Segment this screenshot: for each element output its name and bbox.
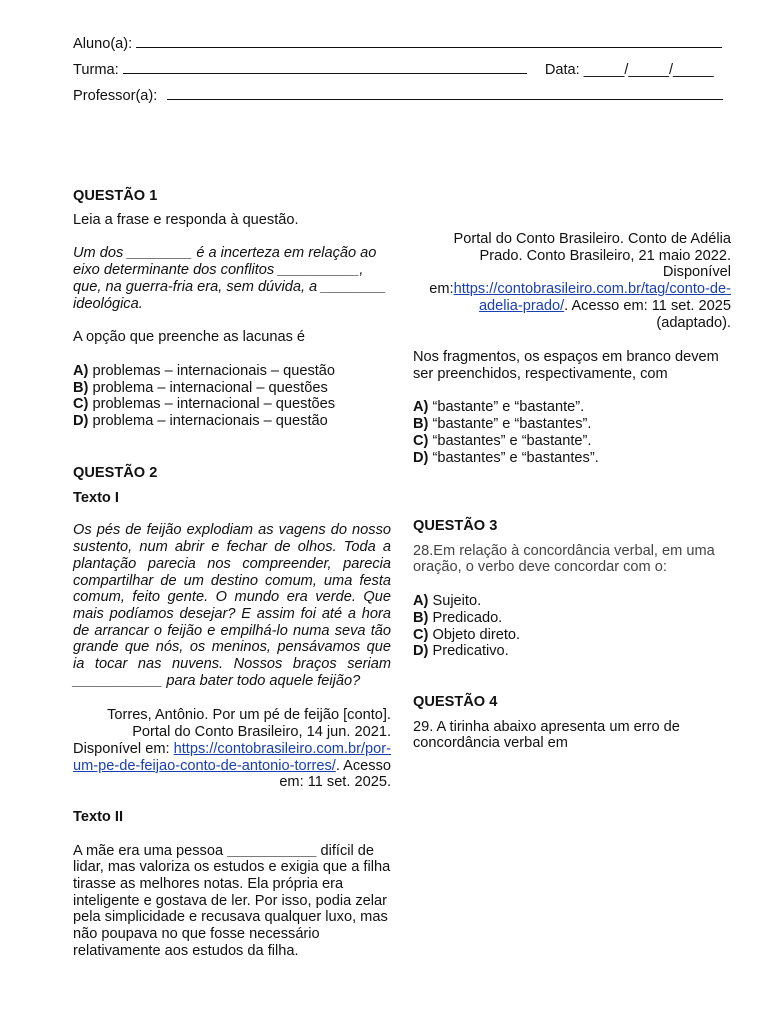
texto-2-title: Texto II bbox=[73, 808, 124, 825]
option-c[interactable]: C) problemas – internacional – questões bbox=[73, 396, 336, 413]
question-1-instruction: Leia a frase e responda à questão. bbox=[73, 211, 299, 228]
texto-2-link[interactable]: https://contobrasileiro.com.br/tag/conto-de-adelia-prado/ bbox=[453, 281, 731, 314]
class-line bbox=[123, 60, 527, 74]
question-4-statement: 29. A tirinha abaixo apresenta um erro de concordância verbal em bbox=[413, 718, 680, 752]
class-field bbox=[73, 60, 714, 79]
student-name-field bbox=[73, 34, 722, 53]
option-c[interactable]: C) Objeto direto. bbox=[413, 626, 521, 643]
texto-1-link[interactable]: https://contobrasileiro.com.br/por-um-pe-de-feijao-conto-de-antonio-torres/ bbox=[73, 740, 391, 774]
option-a[interactable]: A) Sujeito. bbox=[413, 593, 482, 610]
student-label: Aluno(a): bbox=[73, 36, 133, 52]
question-2-answers bbox=[413, 349, 731, 466]
teacher-line bbox=[167, 86, 723, 100]
question-3-options bbox=[413, 593, 731, 660]
question-3-statement: 28.Em relação à concordância verbal, em uma oração, o verbo deve concordar com o: bbox=[413, 542, 715, 576]
teacher-label: Professor(a): bbox=[73, 88, 158, 104]
question-3 bbox=[413, 518, 731, 660]
texto-1-source: Torres, Antônio. Por um pé de feijão [conto]. Portal do Conto Brasileiro, 14 jun. 2021. Disponível em: https://contobrasileiro.com.br/por-um-pe-de-feijao-conto-de-antonio-torres/. Acesso em: 11 set. 2025. bbox=[73, 707, 391, 791]
question-1-sentence: Um dos ________ é a incerteza em relação ao eixo determinante dos conflitos __________, que, na guerra-fria era, sem dúvida, a ________ ideológica. bbox=[73, 245, 387, 312]
option-b[interactable]: B) Predicado. bbox=[413, 609, 503, 626]
question-1-title: QUESTÃO 1 bbox=[73, 188, 158, 204]
question-1-prompt: A opção que preenche as lacunas é bbox=[73, 329, 306, 346]
question-4 bbox=[413, 694, 731, 752]
texto-1-title: Texto I bbox=[73, 489, 119, 506]
texto-2-source: Portal do Conto Brasileiro. Conto de Adélia Prado. Conto Brasileiro, 21 maio 2022. Disponível em:https://contobrasileiro.com.br/tag/conto-de-adelia-prado/. Acesso em: 11 set. 2025 (adaptado). bbox=[429, 231, 731, 331]
question-1 bbox=[73, 188, 391, 430]
question-2-title: QUESTÃO 2 bbox=[73, 465, 158, 481]
student-line bbox=[136, 34, 722, 48]
option-a[interactable]: A) “bastante” e “bastante”. bbox=[413, 399, 585, 416]
date-label: Data: bbox=[544, 62, 580, 78]
question-1-options bbox=[73, 363, 391, 430]
option-d[interactable]: D) Predicativo. bbox=[413, 643, 509, 660]
question-3-title: QUESTÃO 3 bbox=[413, 518, 498, 534]
teacher-field bbox=[73, 86, 723, 105]
option-d[interactable]: D) problema – internacionais – questão bbox=[73, 413, 328, 430]
question-4-title: QUESTÃO 4 bbox=[413, 694, 498, 710]
option-b[interactable]: B) problema – internacional – questões bbox=[73, 379, 328, 396]
option-c[interactable]: C) “bastantes” e “bastante”. bbox=[413, 432, 592, 449]
class-label: Turma: bbox=[73, 62, 119, 78]
question-2-prompt: Nos fragmentos, os espaços em branco devem ser preenchidos, respectivamente, com bbox=[413, 349, 719, 382]
date-blanks: _____/_____/_____ bbox=[583, 62, 714, 78]
texto-2-body: A mãe era uma pessoa ___________ difícil de lidar, mas valoriza os estudos e exigia que a filha tirasse as melhores notas. Ela própria era inteligente e gostava de ler. Por isso, podia zelar pela simplicidade e recusava qualquer luxo, mas não poupava no que fosse necessário relativamente aos estudos da filha. bbox=[73, 842, 391, 959]
option-b[interactable]: B) “bastante” e “bastantes”. bbox=[413, 416, 592, 433]
texto-1-body: Os pés de feijão explodiam as vagens do nosso sustento, num abrir e fechar de olhos. Toda a plantação parecia nos compreender, parecia compartilhar de um destino comum, uma festa comum, feito gente. O mundo era verde. Que mais podíamos desejar? E assim foi até a hora de arrancar o feijão e empilhá-lo numa seva tão grande que nós, os meninos, pensávamos que ia tocar nas nuvens. Nossos braços seriam ___________ para bater todo aquele feijão? bbox=[73, 522, 391, 689]
question-2 bbox=[73, 465, 391, 960]
option-d[interactable]: D) “bastantes” e “bastantes”. bbox=[413, 449, 599, 466]
option-a[interactable]: A) problemas – internacionais – questão bbox=[73, 362, 336, 379]
question-2-options bbox=[413, 399, 731, 466]
